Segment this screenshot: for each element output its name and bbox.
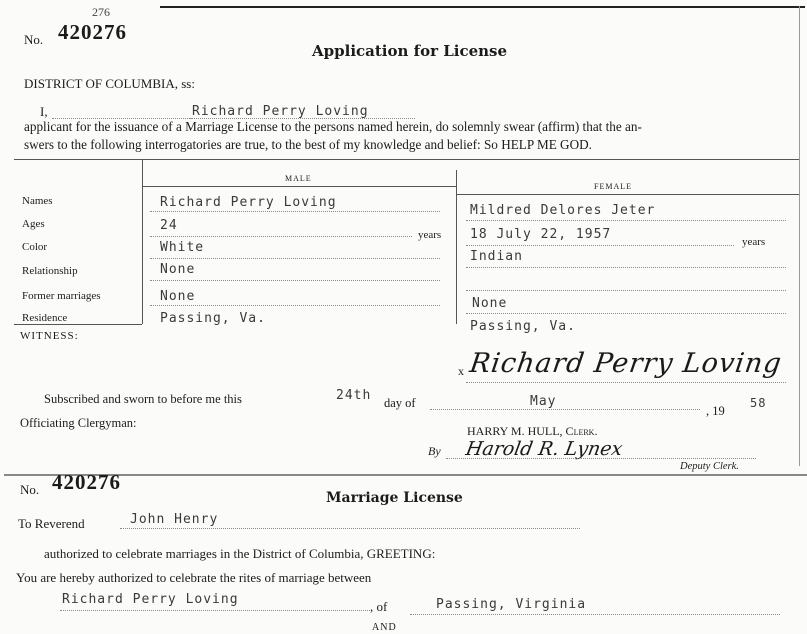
- application-number: 420276: [58, 20, 127, 44]
- table-top-border: [14, 159, 799, 160]
- sworn-year-prefix: , 19: [706, 404, 725, 418]
- male-years-label: years: [418, 229, 442, 241]
- witness-label: WITNESS:: [20, 330, 79, 342]
- male-residence: Passing, Va.: [160, 311, 266, 326]
- row-label-ages: Ages: [22, 218, 45, 230]
- applicant-name: Richard Perry Loving: [192, 104, 369, 119]
- district-heading: DISTRICT OF COLUMBIA, ss:: [24, 76, 195, 91]
- deputy-signature: Harold R. Lynex: [464, 438, 625, 460]
- male-name: Richard Perry Loving: [160, 195, 337, 210]
- female-former-marriages: None: [472, 296, 508, 311]
- to-reverend-label: To Reverend: [18, 516, 85, 531]
- male-header: MALE: [285, 174, 312, 183]
- row-label-residence: Residence: [22, 312, 68, 324]
- female-years-label: years: [742, 236, 766, 248]
- male-age: 24: [160, 218, 178, 233]
- application-number-annotation: 276: [92, 5, 110, 19]
- female-residence: Passing, Va.: [470, 319, 576, 334]
- right-border: [799, 6, 800, 466]
- authorized-line: authorized to celebrate marriages in the District of Columbia, GREETING:: [44, 546, 436, 561]
- i-label: I,: [40, 104, 48, 119]
- sworn-day-label: day of: [384, 396, 416, 410]
- oath-line-2: swers to the following interrogatories are true, to the best of my knowledge and belief: So HELP ME GOD.: [24, 137, 592, 152]
- license-no-label: No.: [20, 482, 40, 497]
- row-label-names: Names: [22, 195, 53, 207]
- deputy-clerk-label: Deputy Clerk.: [680, 461, 739, 472]
- female-header: FEMALE: [594, 182, 632, 191]
- by-label: By: [428, 444, 441, 458]
- row-label-color: Color: [22, 241, 48, 253]
- female-age: 18 July 22, 1957: [470, 227, 612, 242]
- application-title: Application for License: [312, 42, 508, 60]
- male-color: White: [160, 240, 205, 255]
- sworn-year-suffix: 58: [750, 396, 767, 410]
- groom-residence: Passing, Virginia: [436, 597, 587, 612]
- sworn-month-value: May: [530, 394, 557, 409]
- reverend-name: John Henry: [130, 512, 219, 527]
- table-label-divider: [142, 159, 143, 324]
- applicant-signature: Richard Perry Loving: [467, 348, 784, 379]
- male-relationship: None: [160, 262, 196, 277]
- section-divider: [4, 474, 807, 476]
- male-former-marriages: None: [160, 289, 196, 304]
- application-no-label: No.: [24, 32, 44, 47]
- license-number: 420276: [52, 470, 121, 494]
- hereby-line: You are hereby authorized to celebrate the rites of marriage between: [16, 570, 372, 585]
- female-color: Indian: [470, 249, 523, 264]
- signature-x-mark: x: [458, 364, 464, 378]
- and-label: AND: [372, 622, 397, 633]
- top-border: [160, 6, 805, 8]
- of-label: , of: [370, 599, 388, 614]
- groom-name: Richard Perry Loving: [62, 592, 239, 607]
- row-label-former-marriages: Former marriages: [22, 290, 101, 302]
- clergyman-label: Officiating Clergyman:: [20, 416, 137, 430]
- oath-line-1: applicant for the issuance of a Marriage License to the persons named herein, do solemnly swear (affirm) that the an-: [24, 119, 642, 134]
- license-title: Marriage License: [326, 490, 463, 506]
- female-name: Mildred Delores Jeter: [470, 203, 656, 218]
- clerk-name: HARRY M. HULL, Clerk.: [467, 424, 598, 438]
- sworn-text: Subscribed and sworn to before me this: [44, 392, 242, 406]
- sworn-day-value: 24th: [336, 388, 372, 403]
- row-label-relationship: Relationship: [22, 265, 78, 277]
